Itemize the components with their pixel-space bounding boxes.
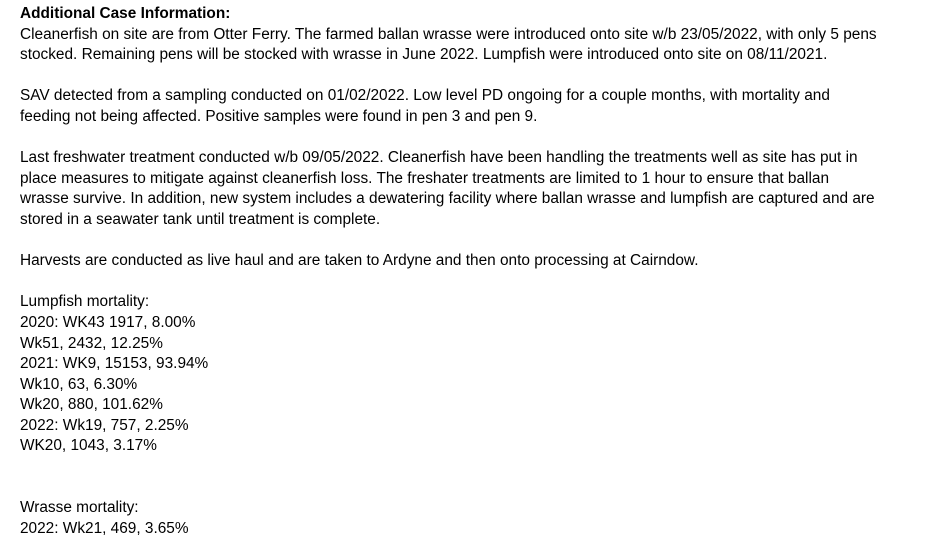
paragraph-line: SAV detected from a sampling conducted on 01/02/2022. Low level PD ongoing for a couple months, with mortality and [20,87,830,105]
mortality-entry: WK20, 1043, 3.17% [20,437,157,455]
paragraph-line: Last freshwater treatment conducted w/b 09/05/2022. Cleanerfish have been handling the treatments well as site has put in [20,149,858,167]
mortality-entry: 2022: Wk21, 469, 3.65% [20,519,189,537]
mortality-entry: 2020: WK43 1917, 8.00% [20,313,196,331]
mortality-entry: 2021: WK9, 15153, 93.94% [20,355,209,373]
lumpfish-mortality-block [20,292,946,457]
paragraph-line: stored in a seawater tank until treatment is complete. [20,210,381,228]
mortality-entry: Wk51, 2432, 12.25% [20,334,163,352]
paragraph-line: Harvests are conducted as live haul and are taken to Ardyne and then onto processing at Cairndow. [20,252,699,270]
paragraph-line: wrasse survive. In addition, new system includes a dewatering facility where ballan wrasse and lumpfish are captured and are [20,190,875,208]
wrasse-mortality-block [20,498,946,539]
harvest-paragraph [20,251,946,272]
paragraph-line: place measures to mitigate against cleanerfish loss. The freshater treatments are limited to 1 hour to ensure that ballan [20,169,830,187]
blank-lines [20,457,946,498]
freshwater-treatment-paragraph [20,148,946,230]
cleanerfish-paragraph [20,25,946,66]
paragraph-line: Cleanerfish on site are from Otter Ferry. The farmed ballan wrasse were introduced onto site w/b 23/05/2022, with only 5 pens [20,25,877,43]
mortality-entry: Wk10, 63, 6.30% [20,375,138,393]
case-information-document [20,4,946,539]
mortality-entry: Wk20, 880, 101.62% [20,396,163,414]
section-heading: Additional Case Information: [20,5,231,22]
mortality-entry: 2022: Wk19, 757, 2.25% [20,416,189,434]
lumpfish-mortality-title: Lumpfish mortality: [20,293,150,311]
paragraph-line: stocked. Remaining pens will be stocked with wrasse in June 2022. Lumpfish were introduced onto site on 08/11/2021. [20,46,828,64]
sav-paragraph [20,86,946,127]
wrasse-mortality-title: Wrasse mortality: [20,499,139,517]
paragraph-line: feeding not being affected. Positive samples were found in pen 3 and pen 9. [20,107,538,125]
